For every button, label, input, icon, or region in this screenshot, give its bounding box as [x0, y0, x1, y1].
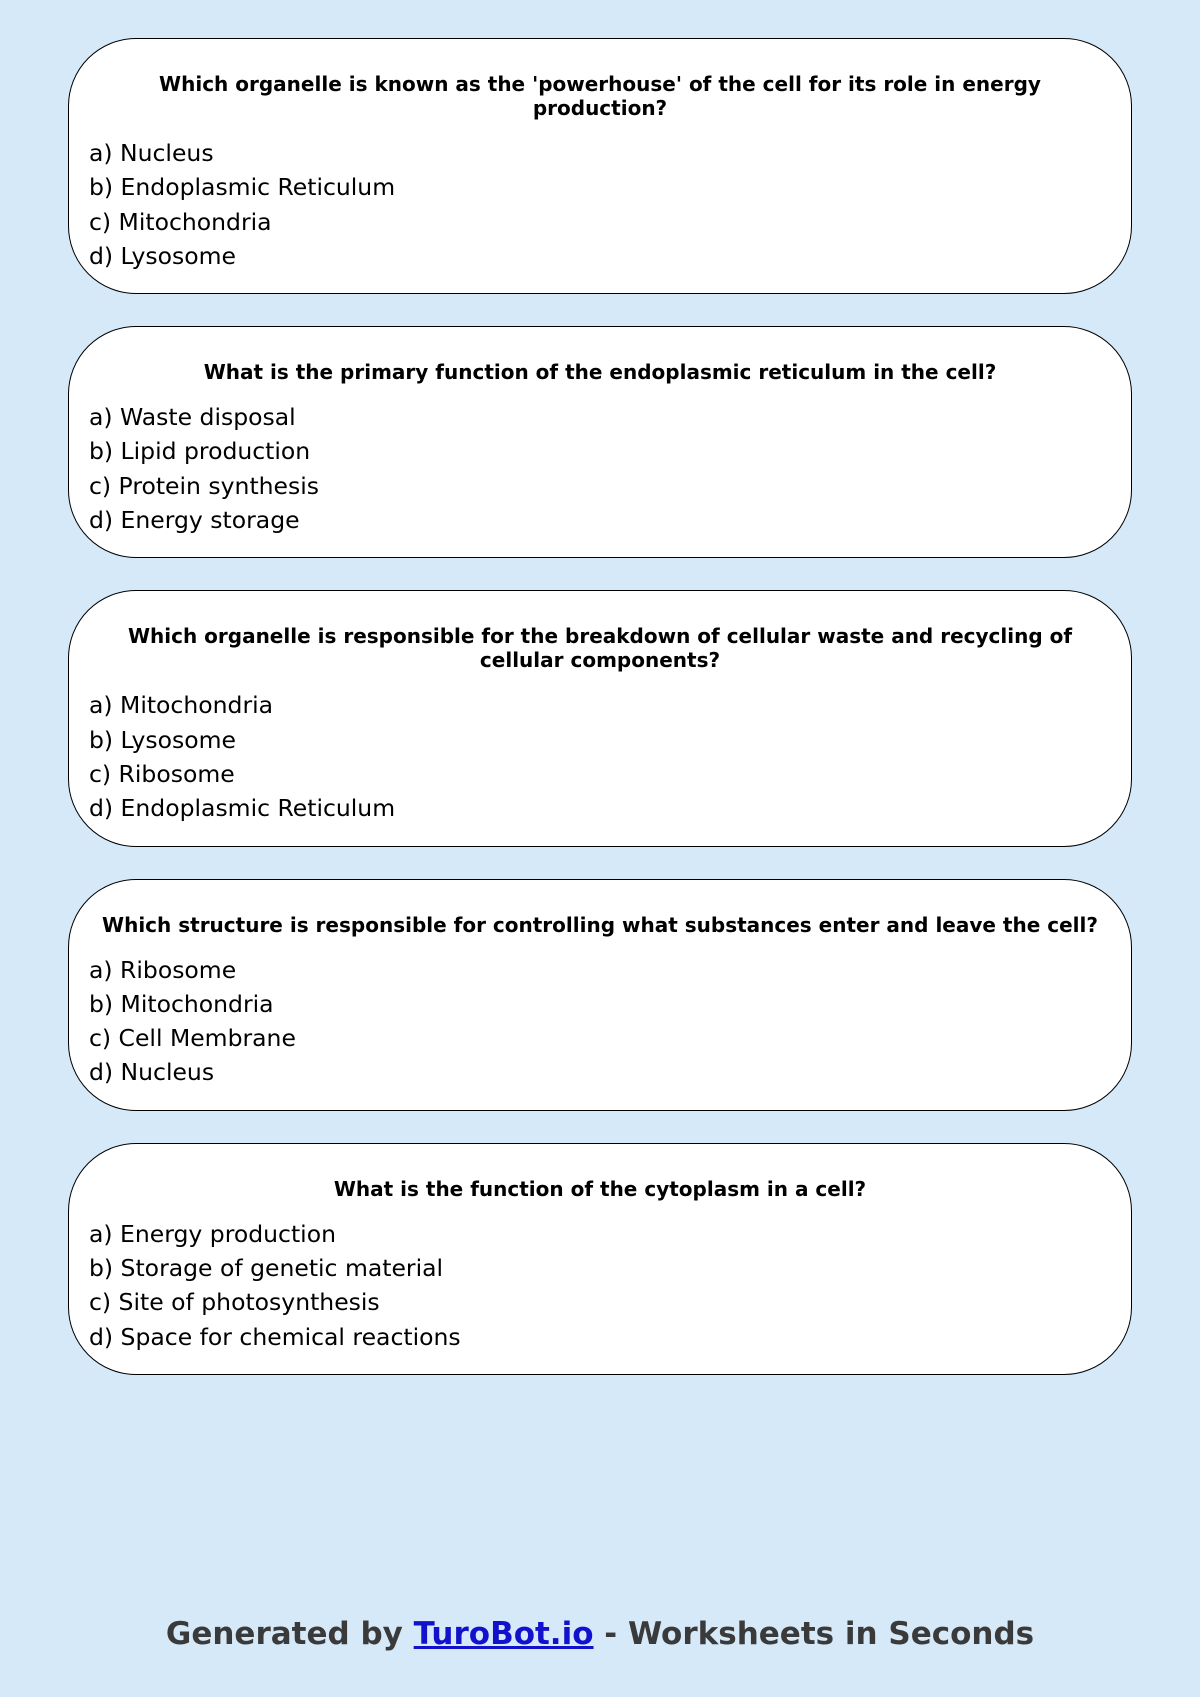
answer-option: b) Mitochondria	[89, 989, 274, 1018]
answer-option: d) Nucleus	[89, 1058, 215, 1087]
question-card	[68, 590, 1132, 846]
footer-credit	[0, 1616, 1200, 1652]
answer-option: b) Lipid production	[89, 437, 311, 466]
question-card	[68, 326, 1132, 558]
question-text: Which organelle is responsible for the breakdown of cellular waste and recycling of cellular components?	[127, 624, 1073, 673]
answer-option: c) Cell Membrane	[89, 1024, 296, 1053]
answer-option: c) Protein synthesis	[89, 471, 320, 500]
footer-suffix: - Worksheets in Seconds	[593, 1616, 1035, 1652]
answer-options	[89, 136, 1111, 273]
question-list	[68, 38, 1132, 1407]
footer-prefix: Generated by	[165, 1616, 414, 1652]
question-card	[68, 879, 1132, 1111]
answer-option: a) Nucleus	[89, 139, 214, 167]
answer-option: b) Storage of genetic material	[89, 1254, 444, 1283]
answer-option: c) Ribosome	[89, 759, 235, 788]
question-text: What is the primary function of the endoplasmic reticulum in the cell?	[203, 360, 997, 385]
question-text: What is the function of the cytoplasm in a cell?	[333, 1176, 867, 1201]
answer-options	[89, 953, 1111, 1090]
question-text: Which organelle is known as the 'powerhouse' of the cell for its role in energy production?	[159, 72, 1041, 120]
answer-option: d) Energy storage	[89, 506, 300, 535]
answer-option: a) Ribosome	[89, 955, 237, 984]
answer-option: d) Lysosome	[89, 241, 236, 270]
answer-options	[89, 1217, 1111, 1354]
answer-option: b) Lysosome	[89, 725, 236, 754]
answer-option: c) Site of photosynthesis	[89, 1288, 380, 1317]
answer-option: a) Waste disposal	[89, 403, 296, 432]
answer-option: b) Endoplasmic Reticulum	[89, 173, 396, 202]
question-card	[68, 38, 1132, 294]
answer-option: c) Mitochondria	[89, 207, 272, 236]
turobot-link[interactable]: TuroBot.io	[413, 1616, 594, 1652]
answer-options	[89, 688, 1111, 825]
answer-option: d) Space for chemical reactions	[89, 1322, 461, 1351]
answer-options	[89, 400, 1111, 537]
answer-option: a) Energy production	[89, 1219, 336, 1248]
answer-option: d) Endoplasmic Reticulum	[89, 794, 396, 823]
question-text: Which structure is responsible for controlling what substances enter and leave the cell?	[102, 912, 1098, 937]
answer-option: a) Mitochondria	[89, 691, 274, 720]
question-card	[68, 1143, 1132, 1375]
